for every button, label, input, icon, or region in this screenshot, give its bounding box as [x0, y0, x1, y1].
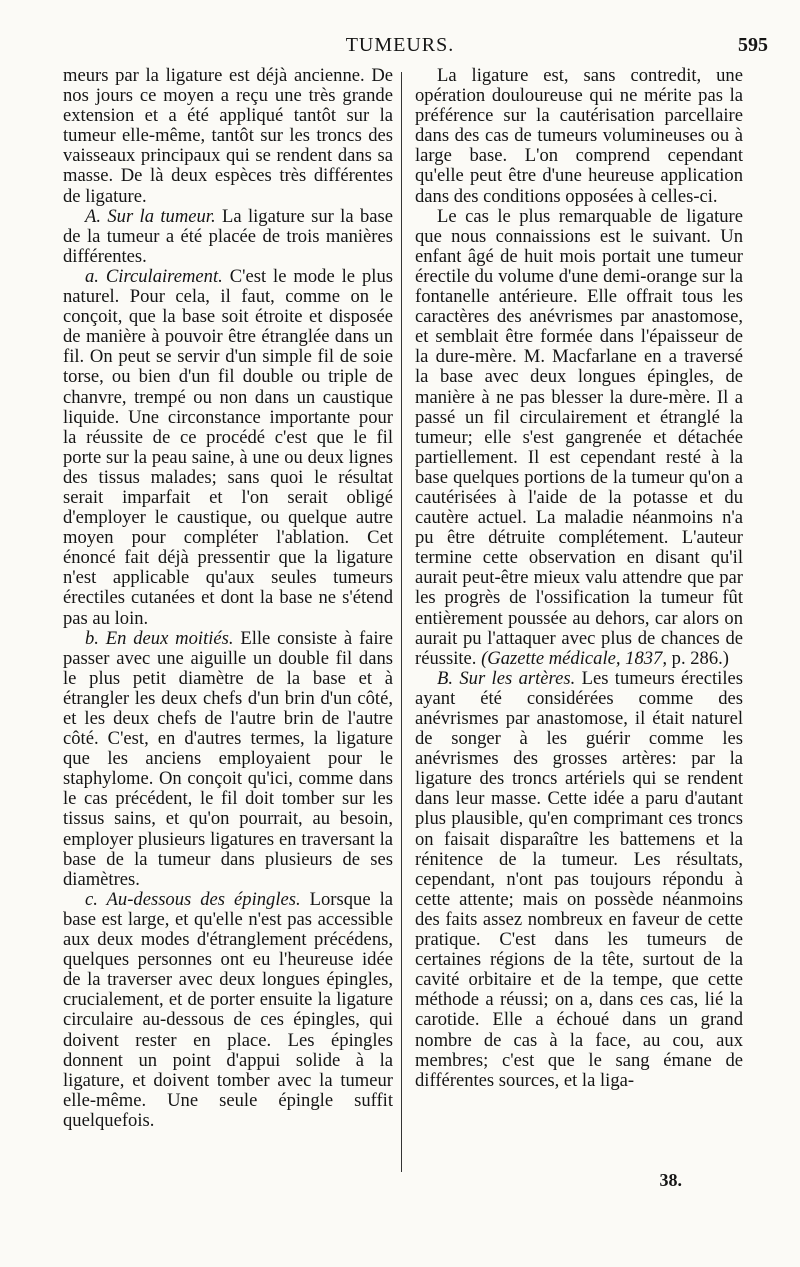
paragraph — [415, 66, 743, 207]
paragraph-text: Elle consiste à faire passer avec une aiguille un double fil dans le plus petit diamètre de la base et à étrangler les deux chefs d'un brin d'un côté, et les deux chefs de l'autre brin de l'autre côté. C'est, en d'autres termes, la ligature que les anciens employaient pour le staphylome. On conçoit qu'ici, comme dans le cas précédent, le fil doit tomber sur les tissus sains, et qu'on pourrait, au besoin, employer plusieurs ligatures en traversant la base de la tumeur dans plusieurs de ses diamètres. — [63, 627, 393, 890]
paragraph-text: La ligature sur la base de la tumeur a été placée de trois manières différentes. — [63, 205, 393, 267]
paragraph — [63, 629, 393, 890]
paragraph-text: La ligature est, sans contredit, une opération douloureuse qui ne mérite pas la préférence sur la cautérisation parcellaire dans des cas de tumeurs volumineuses ou à large base. L'on comprend cependant qu'elle peut être d'une heureuse application dans des conditions opposées à celles-ci. — [415, 66, 743, 207]
subsection-heading: a. Circulairement. — [85, 265, 223, 287]
page-number: 595 — [738, 34, 768, 56]
signature-mark: 38. — [659, 1170, 682, 1190]
paragraph-text: Les tumeurs érectiles ayant été considérées comme des anévrismes par anastomose, il était naturel de songer à les guérir comme les anévrismes des grosses artères: par la ligature des troncs artériels qui se rendent dans leur masse. Cette idée a paru d'autant plus plausible, qu'en comprimant ces troncs on faisait disparaître les battemens et la rénitence de la tumeur. Les résultats, cependant, n'ont pas toujours répondu à cette attente; mais on possède néanmoins des faits assez nombreux en faveur de cette pratique. C'est dans les tumeurs de certaines régions de la tête, surtout de la cavité orbitaire et de la tempe, que cette méthode a réussi; on a, dans ces cas, lié la carotide. Elle a échoué dans un grand nombre de cas à la face, au cou, aux membres; c'est que le sang émane de différentes sources, et la liga- — [415, 667, 743, 1091]
paragraph — [63, 267, 393, 629]
paragraph — [63, 207, 393, 267]
column-divider — [401, 72, 402, 1172]
paragraph-text: meurs par la ligature est déjà ancienne. De nos jours ce moyen a reçu une très grande extension et a été appliqué tantôt sur la tumeur elle-même, tantôt sur les troncs des vaisseaux principaux qui se rendent dans sa masse. De là deux espèces très différentes de ligature. — [63, 66, 393, 207]
left-column — [63, 66, 393, 1181]
paragraph — [63, 66, 393, 207]
paragraph — [415, 207, 743, 669]
paragraph-text: C'est le mode le plus naturel. Pour cela, il faut, comme on le conçoit, que la base soit étroite et disposée de manière à pouvoir être étranglée dans un fil. On peut se servir d'un simple fil de soie torse, ou bien d'un fil double ou triple de chanvre, trempé ou non dans un caustique liquide. Une circonstance importante pour la réussite de ce procédé c'est que le fil porte sur la peau saine, à une ou deux lignes des tissus malades; sans quoi le résultat serait imparfait et l'on serait obligé d'employer le caustique, ou quelque autre moyen pour compléter l'ablation. Cet énoncé fait déjà pressentir que la ligature n'est applicable qu'aux seules tumeurs érectiles cutanées et dont la base ne s'étend pas au loin. — [63, 265, 393, 629]
subsection-heading: b. En deux moitiés. — [85, 627, 234, 649]
paragraph — [63, 890, 393, 1131]
section-heading: B. Sur les artères. — [437, 667, 576, 689]
running-head: TUMEURS. — [345, 34, 455, 56]
right-column — [415, 66, 743, 1181]
citation-page: p. 286.) — [667, 647, 729, 669]
paragraph-text: Le cas le plus remarquable de ligature que nous connaissions est le suivant. Un enfant âgé de huit mois portait une tumeur érectile du volume d'une demi-orange sur la fontanelle antérieure. Elle offrait tous les caractères des anévrismes par anastomose, et semblait être formée dans l'épaisseur de la dure-mère. M. Macfarlane en a traversé la base avec deux longues épingles, de manière à ne pas blesser la dure-mère. Il a passé un fil circulairement et étranglé la tumeur; elle s'est gangrenée et détachée partiellement. Il est cependant resté à la base quelques portions de la tumeur qu'on a cautérisées à l'aide de la potasse et du cautère actuel. La maladie néanmoins n'a pu être détruite complétement. L'auteur termine cette observation en disant qu'il aurait peut-être mieux valu attendre que par les progrès de l'ossification la tumeur fût entièrement poussée au dehors, car alors on aurait pu l'attaquer avec plus de chances de réussite. — [415, 205, 743, 669]
section-heading: A. Sur la tumeur. — [85, 205, 216, 227]
page-header — [0, 34, 800, 64]
paragraph-text: Lorsque la base est large, et qu'elle n'est pas accessible aux deux modes d'étranglement précédens, quelques personnes ont eu l'heureuse idée de la traverser avec deux longues épingles, crucialement, et de porter ensuite la ligature circulaire au-dessous de ces épingles, qui doivent rester en place. Les épingles donnent un point d'appui solide à la ligature, et doivent tomber avec la tumeur elle-même. Une seule épingle suffit quelquefois. — [63, 888, 393, 1131]
citation: (Gazette médicale, 1837, — [481, 647, 667, 669]
subsection-heading: c. Au-dessous des épingles. — [85, 888, 301, 910]
paragraph — [415, 669, 743, 1091]
